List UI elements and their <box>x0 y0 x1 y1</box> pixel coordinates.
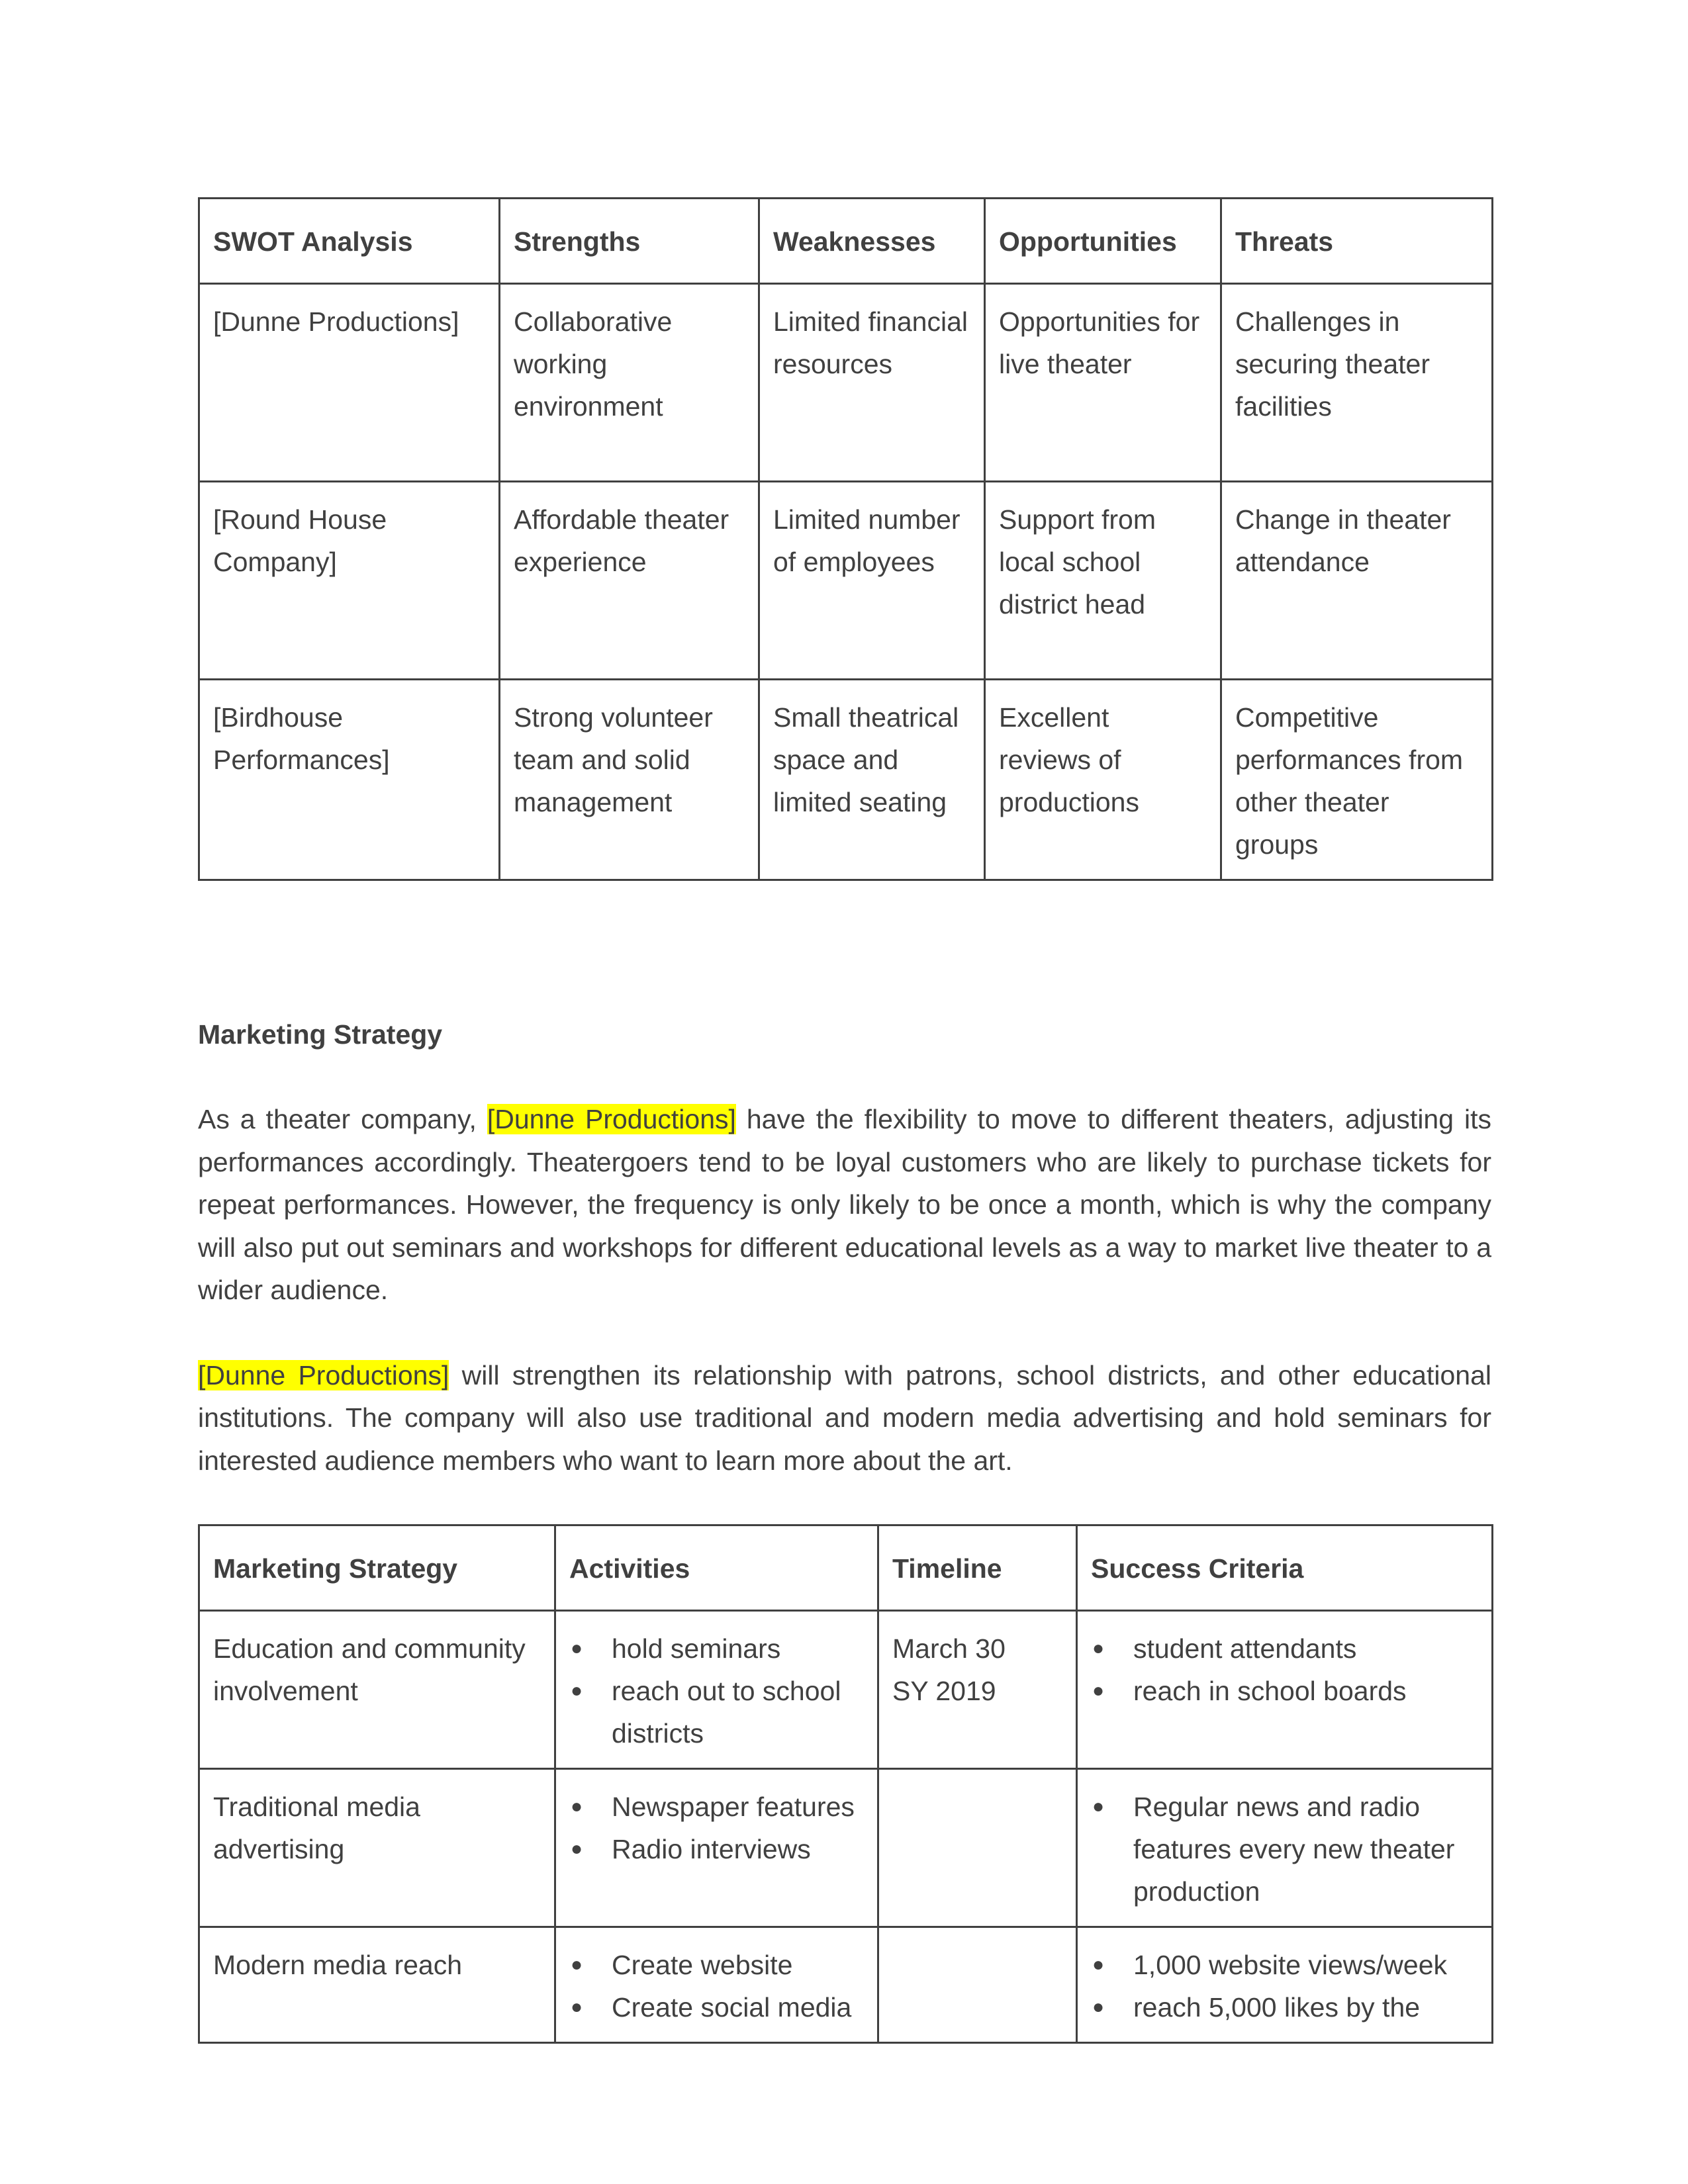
swot-cell: Opportunities for live theater <box>985 284 1221 482</box>
swot-cell: Support from local school district head <box>985 482 1221 680</box>
swot-header-cell: SWOT Analysis <box>199 199 500 284</box>
strategy-cell: Education and community involvement <box>199 1611 555 1769</box>
bullet-icon: ● <box>1092 1637 1105 1659</box>
list-item <box>1091 1786 1478 1913</box>
activities-cell <box>555 1611 878 1769</box>
paragraph-text: have the flexibility to move to different theaters, adjusting its performances accordingly. Theatergoers tend to be loyal customers who are likely to purchase tickets for repeat performances. However, the frequency is only likely to be once a month, which is why the company will also put out seminars and workshops for different educational levels as a way to market live theater to a wider audience. <box>198 1104 1491 1305</box>
list-item-text: reach out to school districts <box>612 1676 841 1749</box>
bullet-list <box>1091 1786 1478 1913</box>
marketing-header-cell: Success Criteria <box>1077 1525 1493 1611</box>
bullet-icon: ● <box>1092 1996 1105 2018</box>
bullet-icon: ● <box>571 1796 583 1817</box>
swot-row <box>199 680 1493 880</box>
swot-header-row <box>199 199 1493 284</box>
bullet-icon: ● <box>571 1637 583 1659</box>
swot-cell: Limited financial resources <box>759 284 985 482</box>
strategy-cell: Modern media reach <box>199 1927 555 2043</box>
list-item <box>569 1627 864 1670</box>
marketing-header-cell: Activities <box>555 1525 878 1611</box>
list-item-text: student attendants <box>1133 1633 1357 1664</box>
paragraph-text: As a theater company, <box>198 1104 487 1134</box>
bullet-icon: ● <box>571 1680 583 1702</box>
bullet-icon: ● <box>571 1954 583 1976</box>
bullet-list <box>1091 1627 1478 1712</box>
bullet-icon: ● <box>571 1838 583 1860</box>
timeline-line: March 30 <box>892 1633 1006 1664</box>
bullet-icon: ● <box>1092 1954 1105 1976</box>
criteria-cell <box>1077 1769 1493 1927</box>
swot-table <box>198 197 1493 881</box>
swot-header-cell: Strengths <box>500 199 759 284</box>
activities-cell <box>555 1927 878 2043</box>
list-item-text: reach in school boards <box>1133 1676 1407 1706</box>
list-item-text: Newspaper features <box>612 1792 855 1822</box>
list-item-text: Regular news and radio features every new theater production <box>1133 1792 1455 1907</box>
swot-cell: Competitive performances from other theater groups <box>1221 680 1493 880</box>
marketing-header-row <box>199 1525 1493 1611</box>
list-item <box>569 1944 864 1986</box>
list-item <box>569 1986 864 2028</box>
list-item <box>569 1828 864 1870</box>
bullet-list <box>569 1944 864 2028</box>
bullet-icon: ● <box>571 1996 583 2018</box>
list-item-text: Create website <box>612 1950 793 1980</box>
list-item <box>1091 1986 1478 2028</box>
list-item-text: reach 5,000 likes by the <box>1133 1992 1421 2023</box>
bullet-icon: ● <box>1092 1680 1105 1702</box>
swot-header-cell: Weaknesses <box>759 199 985 284</box>
activities-cell <box>555 1769 878 1927</box>
criteria-cell <box>1077 1927 1493 2043</box>
bullet-list <box>569 1627 864 1754</box>
list-item <box>1091 1944 1478 1986</box>
swot-cell: Small theatrical space and limited seating <box>759 680 985 880</box>
strategy-cell: Traditional media advertising <box>199 1769 555 1927</box>
section-heading: Marketing Strategy <box>198 1019 443 1050</box>
paragraph-text: will strengthen its relationship with patrons, school districts, and other educational institutions. The company will also use traditional and modern media advertising and hold seminars for interested audience members who want to learn more about the art. <box>198 1359 1491 1476</box>
list-item-text: hold seminars <box>612 1633 781 1664</box>
timeline-cell <box>878 1927 1077 2043</box>
list-item-text: Radio interviews <box>612 1834 811 1864</box>
list-item <box>569 1670 864 1754</box>
marketing-header-cell: Marketing Strategy <box>199 1525 555 1611</box>
marketing-header-cell: Timeline <box>878 1525 1077 1611</box>
marketing-row <box>199 1611 1493 1769</box>
swot-cell: Collaborative working environment <box>500 284 759 482</box>
timeline-cell <box>878 1611 1077 1769</box>
swot-row <box>199 284 1493 482</box>
list-item <box>1091 1627 1478 1670</box>
marketing-table <box>198 1524 1493 2044</box>
swot-cell: Change in theater attendance <box>1221 482 1493 680</box>
criteria-cell <box>1077 1611 1493 1769</box>
highlighted-company-name: [Dunne Productions] <box>487 1104 736 1134</box>
marketing-row <box>199 1769 1493 1927</box>
paragraph-2 <box>198 1354 1491 1482</box>
marketing-row <box>199 1927 1493 2043</box>
swot-cell: Affordable theater experience <box>500 482 759 680</box>
timeline-line: SY 2019 <box>892 1676 996 1706</box>
bullet-list <box>569 1786 864 1870</box>
list-item-text: 1,000 website views/week <box>1133 1950 1448 1980</box>
document-page <box>198 197 1491 2044</box>
swot-header-cell: Opportunities <box>985 199 1221 284</box>
swot-row <box>199 482 1493 680</box>
swot-cell: [Dunne Productions] <box>199 284 500 482</box>
highlighted-company-name: [Dunne Productions] <box>198 1359 449 1390</box>
swot-cell: [Round House Company] <box>199 482 500 680</box>
list-item-text: Create social media <box>612 1992 852 2023</box>
swot-cell: Excellent reviews of productions <box>985 680 1221 880</box>
bullet-icon: ● <box>1092 1796 1105 1817</box>
swot-header-cell: Threats <box>1221 199 1493 284</box>
swot-cell: Limited number of employees <box>759 482 985 680</box>
bullet-list <box>1091 1944 1478 2028</box>
paragraph-1 <box>198 1098 1491 1312</box>
swot-cell: [Birdhouse Performances] <box>199 680 500 880</box>
swot-cell: Strong volunteer team and solid management <box>500 680 759 880</box>
timeline-cell <box>878 1769 1077 1927</box>
list-item <box>569 1786 864 1828</box>
list-item <box>1091 1670 1478 1712</box>
swot-cell: Challenges in securing theater facilities <box>1221 284 1493 482</box>
